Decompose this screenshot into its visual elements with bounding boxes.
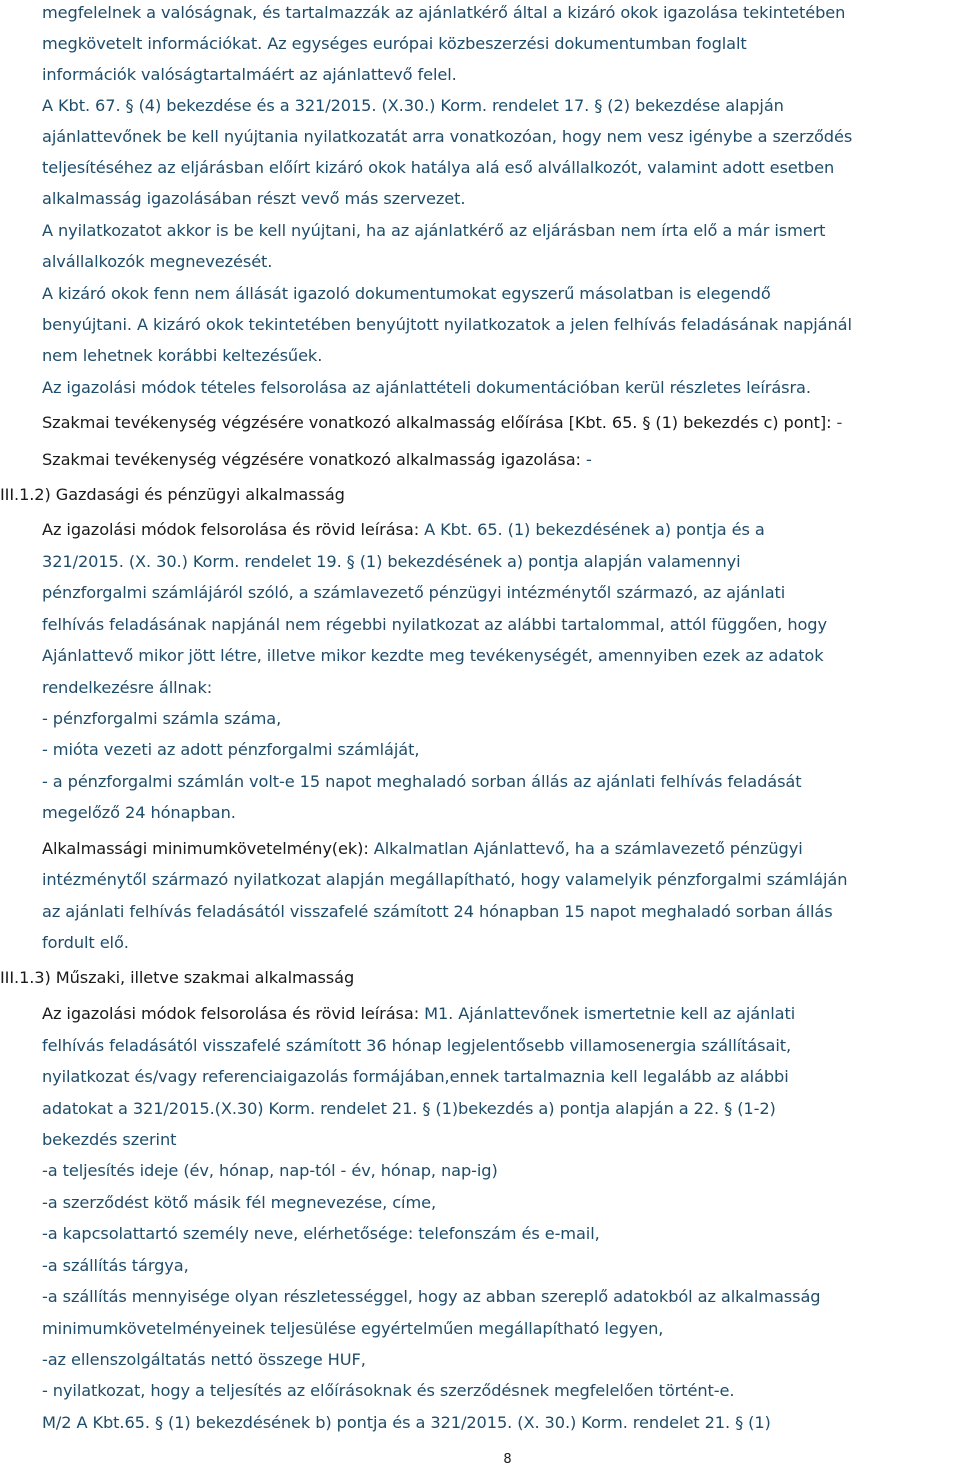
text-line: információk valóságtartalmáért az ajánlattevő felel. [42,65,457,84]
text-line: minimumkövetelményeinek teljesülése egyértelműen megállapítható legyen, [42,1319,664,1338]
text-line: megfelelnek a valóságnak, és tartalmazzák az ajánlatkérő által a kizáró okok igazolása tekintetében [42,3,846,22]
list-item: -az ellenszolgáltatás nettó összege HUF, [42,1350,366,1369]
text-line: alkalmasság igazolásában részt vevő más szervezet. [42,189,466,208]
list-item: - a pénzforgalmi számlán volt-e 15 napot meghaladó sorban állás az ajánlati felhívás feladását [42,772,802,791]
text-line: fordult elő. [42,933,129,952]
text-line: A Kbt. 67. § (4) bekezdése és a 321/2015. (X.30.) Korm. rendelet 17. § (2) bekezdése alapján [42,96,784,115]
page-number: 8 [503,1452,512,1467]
field-value: Alkalmatlan Ajánlattevő, ha a számlavezető pénzügyi [368,839,803,858]
section-heading: III.1.2) Gazdasági és pénzügyi alkalmasság [0,485,345,504]
text-line: megkövetelt információkat. Az egységes európai közbeszerzési dokumentumban foglalt [42,34,747,53]
text-line: alvállalkozók megnevezését. [42,252,273,271]
text-line: intézménytől származó nyilatkozat alapján megállapítható, hogy valamelyik pénzforgalmi számláján [42,870,848,889]
list-item: -a szállítás mennyisége olyan részletességgel, hogy az abban szereplő adatokból az alkalmasság [42,1287,821,1306]
field-label: Szakmai tevékenység végzésére vonatkozó alkalmasság igazolása: [42,450,581,469]
field-label: Az igazolási módok felsorolása és rövid leírása: [42,1004,420,1023]
szakmai-igazolas-line [42,449,592,471]
text-line: Az igazolási módok tételes felsorolása az ajánlattételi dokumentációban kerül részletes leírásra. [42,378,811,397]
text-line: felhívás feladásától visszafelé számított 36 hónap legjelentősebb villamosenergia szállításait, [42,1036,792,1055]
text-line: A kizáró okok fenn nem állását igazoló dokumentumokat egyszerű másolatban is elegendő [42,284,771,303]
field-label: Az igazolási módok felsorolása és rövid leírása: [42,520,420,539]
field-label: Szakmai tevékenység végzésére vonatkozó alkalmasság előírása [Kbt. 65. § (1) bekezdés c) pont]: [42,413,832,432]
text-line: nem lehetnek korábbi keltezésűek. [42,346,323,365]
igazolas-line [42,1003,795,1025]
list-item: - mióta vezeti az adott pénzforgalmi számláját, [42,740,420,759]
text-line: felhívás feladásának napjánál nem régebbi nyilatkozat az alábbi tartalommal, attól függően, hogy [42,615,827,634]
text-line: pénzforgalmi számlájáról szóló, a számlavezető pénzügyi intézménytől származó, az ajánlati [42,583,786,602]
field-value: - [831,413,843,432]
field-value: A Kbt. 65. (1) bekezdésének a) pontja és a [419,520,765,539]
field-value: - [580,450,592,469]
text-line: megelőző 24 hónapban. [42,803,236,822]
text-line: adatokat a 321/2015.(X.30) Korm. rendelet 21. § (1)bekezdés a) pontja alapján a 22. § (1-2) [42,1099,776,1118]
field-value: M1. Ajánlattevőnek ismertetnie kell az ajánlati [419,1004,796,1023]
szakmai-eloiras-line [42,412,842,434]
text-line: Ajánlattevő mikor jött létre, illetve mikor kezdte meg tevékenységét, amennyiben ezek az adatok [42,646,824,665]
section-heading: III.1.3) Műszaki, illetve szakmai alkalmasság [0,968,355,987]
list-item: -a kapcsolattartó személy neve, elérhetősége: telefonszám és e-mail, [42,1224,600,1243]
list-item: - pénzforgalmi számla száma, [42,709,282,728]
list-item: - nyilatkozat, hogy a teljesítés az előírásoknak és szerződésnek megfelelően történt-e. [42,1381,735,1400]
text-line: nyilatkozat és/vagy referenciaigazolás formájában,ennek tartalmaznia kell legalább az alábbi [42,1067,789,1086]
text-line: ajánlattevőnek be kell nyújtania nyilatkozatát arra vonatkozóan, hogy nem vesz igénybe a szerződés [42,127,853,146]
text-line: M/2 A Kbt.65. § (1) bekezdésének b) pontja és a 321/2015. (X. 30.) Korm. rendelet 21. § (1) [42,1413,771,1432]
text-line: A nyilatkozatot akkor is be kell nyújtani, ha az ajánlatkérő az eljárásban nem írta elő a már ismert [42,221,826,240]
list-item: -a szerződést kötő másik fél megnevezése, címe, [42,1193,437,1212]
minimum-line [42,838,803,860]
text-line: 321/2015. (X. 30.) Korm. rendelet 19. § (1) bekezdésének a) pontja alapján valamennyi [42,552,741,571]
igazolas-line [42,519,765,541]
text-line: benyújtani. A kizáró okok tekintetében benyújtott nyilatkozatok a jelen felhívás feladásának napjánál [42,315,852,334]
text-line: az ajánlati felhívás feladásától visszafelé számított 24 hónapban 15 napot meghaladó sorban állás [42,902,833,921]
list-item: -a teljesítés ideje (év, hónap, nap-tól - év, hónap, nap-ig) [42,1161,498,1180]
text-line: bekezdés szerint [42,1130,177,1149]
text-line: rendelkezésre állnak: [42,678,213,697]
text-line: teljesítéséhez az eljárásban előírt kizáró okok hatálya alá eső alvállalkozót, valamint adott esetben [42,158,835,177]
list-item: -a szállítás tárgya, [42,1256,189,1275]
field-label: Alkalmassági minimumkövetelmény(ek): [42,839,369,858]
